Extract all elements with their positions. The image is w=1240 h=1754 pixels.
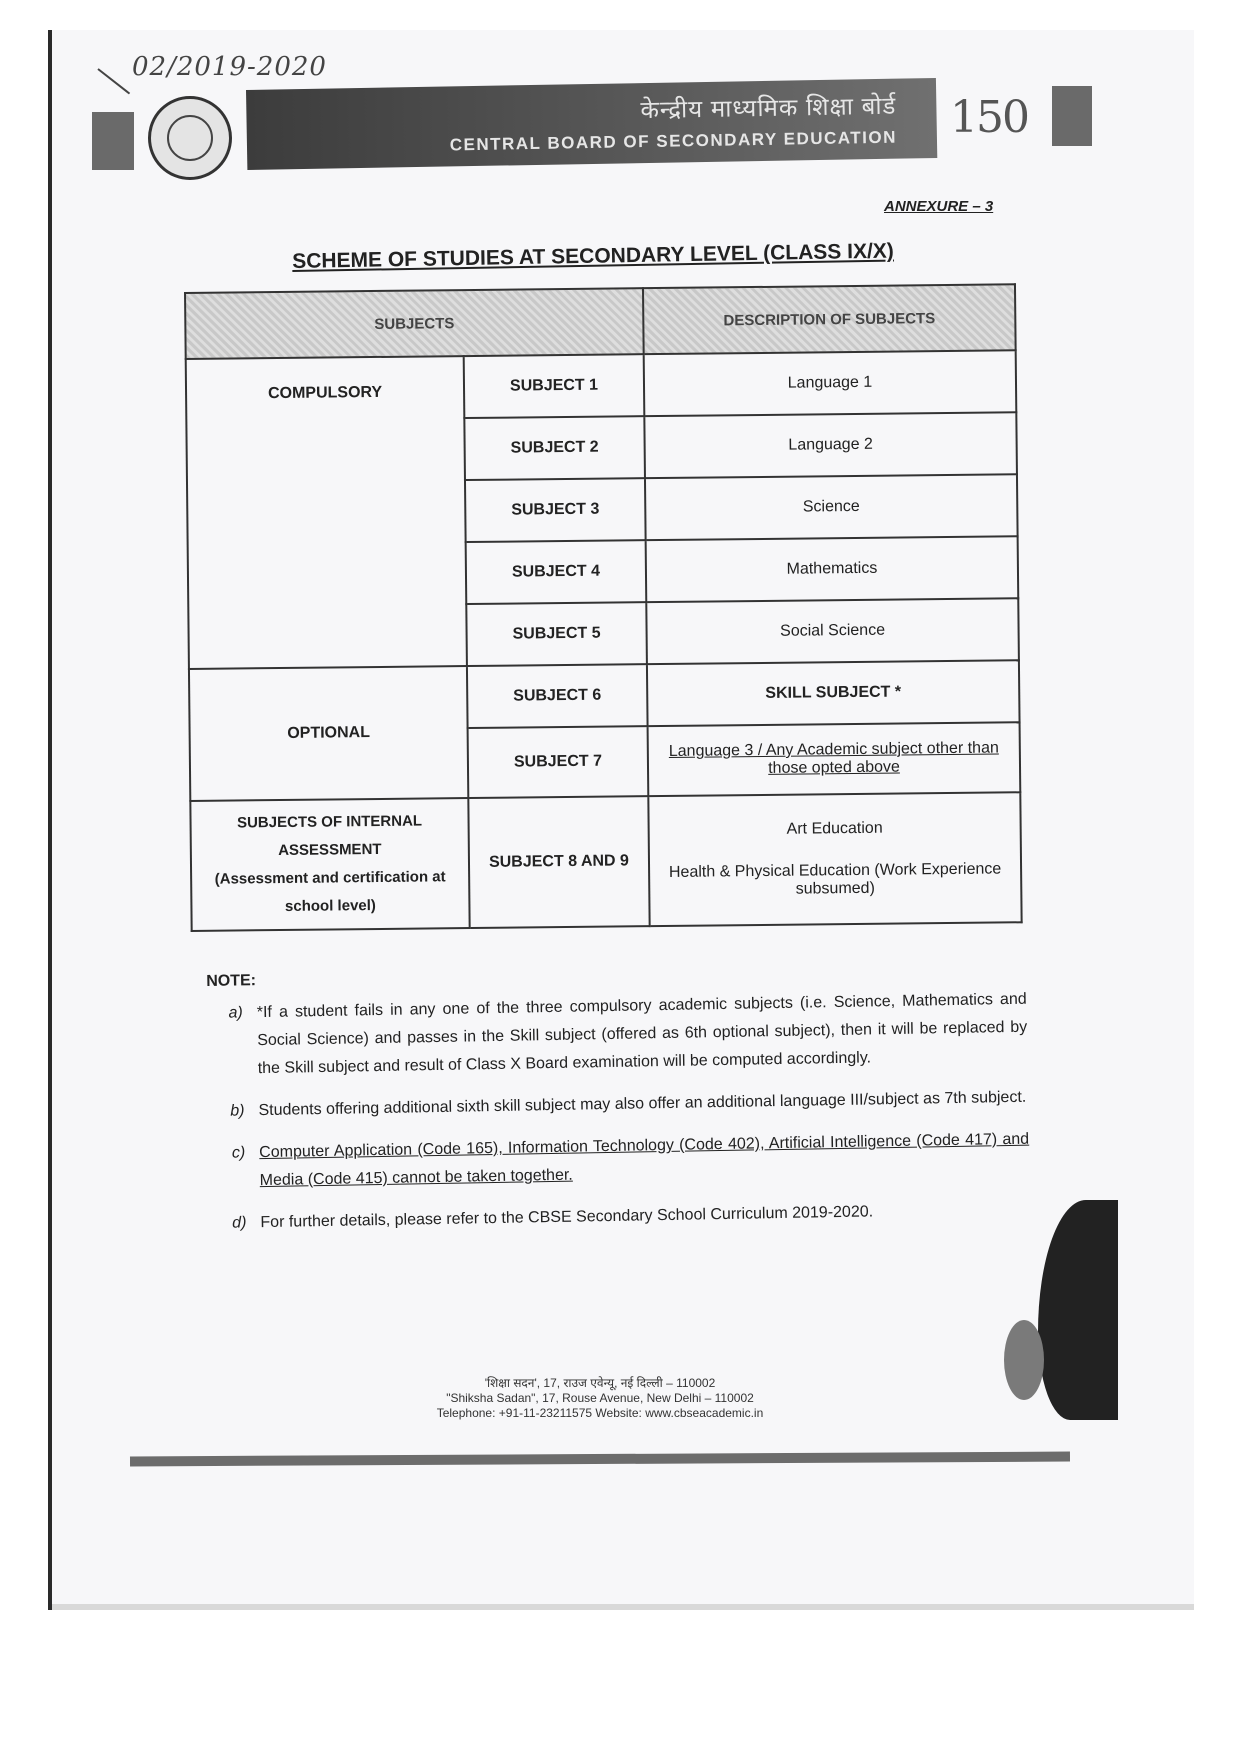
subject-description: Social Science bbox=[646, 598, 1019, 664]
footer-contact: Telephone: +91-11-23211575 Website: www.cbseacademic.in bbox=[436, 1406, 764, 1420]
subject-code: SUBJECT 2 bbox=[464, 416, 645, 480]
subject-code: SUBJECT 8 AND 9 bbox=[468, 796, 649, 928]
header-left-bar bbox=[92, 112, 134, 170]
scan-fold-highlight bbox=[1004, 1320, 1044, 1400]
note-item bbox=[209, 1126, 1030, 1196]
subject-description: Language 2 bbox=[644, 412, 1017, 478]
table-row bbox=[186, 350, 1017, 421]
subject-description-secondary: Health & Physical Education (Work Experience subsumed) bbox=[668, 860, 1002, 898]
header-description: DESCRIPTION OF SUBJECTS bbox=[643, 284, 1016, 354]
note-item bbox=[208, 1084, 1028, 1126]
table-header-row bbox=[185, 284, 1016, 359]
header-subjects: SUBJECTS bbox=[185, 288, 644, 359]
subject-description: SKILL SUBJECT * bbox=[647, 660, 1020, 726]
notes-heading: NOTE: bbox=[206, 972, 257, 990]
subject-description: Language 1 bbox=[644, 350, 1017, 416]
subject-code: SUBJECT 5 bbox=[466, 602, 647, 666]
note-item bbox=[207, 986, 1028, 1084]
footer-address bbox=[300, 1376, 900, 1421]
category-internal-subtitle: (Assessment and certification at school level) bbox=[214, 868, 446, 915]
page-title: SCHEME OF STUDIES AT SECONDARY LEVEL (CLASS IX/X) bbox=[292, 239, 894, 273]
annexure-label: ANNEXURE – 3 bbox=[884, 198, 994, 215]
scheme-table bbox=[184, 283, 1023, 932]
subject-code: SUBJECT 1 bbox=[464, 354, 645, 418]
header-banner bbox=[246, 78, 937, 170]
subject-code: SUBJECT 4 bbox=[466, 540, 647, 604]
note-text: Students offering additional sixth skill subject may also offer an additional language III/subject as 7th subject. bbox=[258, 1088, 1027, 1120]
footer-hindi-address: 'शिक्षा सदन', 17, राउज एवेन्यू, नई दिल्ली – 110002 bbox=[484, 1376, 716, 1390]
note-item bbox=[210, 1196, 1030, 1238]
note-text: Computer Application (Code 165), Information Technology (Code 402), Artificial Intelligence (Code 417) and Media (Code 415) cannot be taken together. bbox=[259, 1130, 1030, 1190]
handwritten-reference: 02/2019-2020 bbox=[132, 52, 327, 82]
board-name-english: CENTRAL BOARD OF SECONDARY EDUCATION bbox=[449, 127, 898, 155]
category-compulsory: COMPULSORY bbox=[186, 356, 467, 669]
table-row bbox=[190, 792, 1021, 931]
subject-code: SUBJECT 7 bbox=[468, 726, 649, 798]
note-label: a) bbox=[228, 1004, 243, 1022]
subject-description: Art Education bbox=[786, 819, 883, 838]
cbse-logo-icon bbox=[148, 96, 232, 180]
anniversary-emblem-icon: 150 bbox=[950, 92, 1028, 143]
table-row bbox=[189, 660, 1020, 731]
subject-code: SUBJECT 6 bbox=[467, 664, 648, 728]
note-text: For further details, please refer to the CBSE Secondary School Curriculum 2019-2020. bbox=[260, 1203, 874, 1232]
subject-description: Mathematics bbox=[646, 536, 1019, 602]
board-name-hindi: केन्द्रीय माध्यमिक शिक्षा बोर्ड bbox=[640, 92, 897, 125]
subject-code: SUBJECT 3 bbox=[465, 478, 646, 542]
footer-english-address: "Shiksha Sadan", 17, Rouse Avenue, New Delhi – 110002 bbox=[446, 1391, 754, 1405]
subject-description: Science bbox=[645, 474, 1018, 540]
header-right-bar bbox=[1052, 86, 1092, 146]
category-internal-title: SUBJECTS OF INTERNAL ASSESSMENT bbox=[236, 812, 423, 860]
category-internal-assessment bbox=[190, 798, 469, 931]
category-optional: OPTIONAL bbox=[189, 666, 468, 801]
note-label: d) bbox=[232, 1214, 247, 1232]
subject-description: Language 3 / Any Academic subject other than those opted above bbox=[648, 722, 1021, 796]
subject-description-cell bbox=[648, 792, 1021, 926]
note-label: c) bbox=[231, 1144, 246, 1162]
note-label: b) bbox=[230, 1102, 245, 1120]
notes-section bbox=[206, 954, 1031, 1252]
note-text: *If a student fails in any one of the three compulsory academic subjects (i.e. Science, Mathematics and Social Science) and passes in the Skill subject (offered as 6th optional subject), then it will be replaced by the Skill subject and result of Class X Board examination will be computed accordingly. bbox=[256, 990, 1028, 1078]
